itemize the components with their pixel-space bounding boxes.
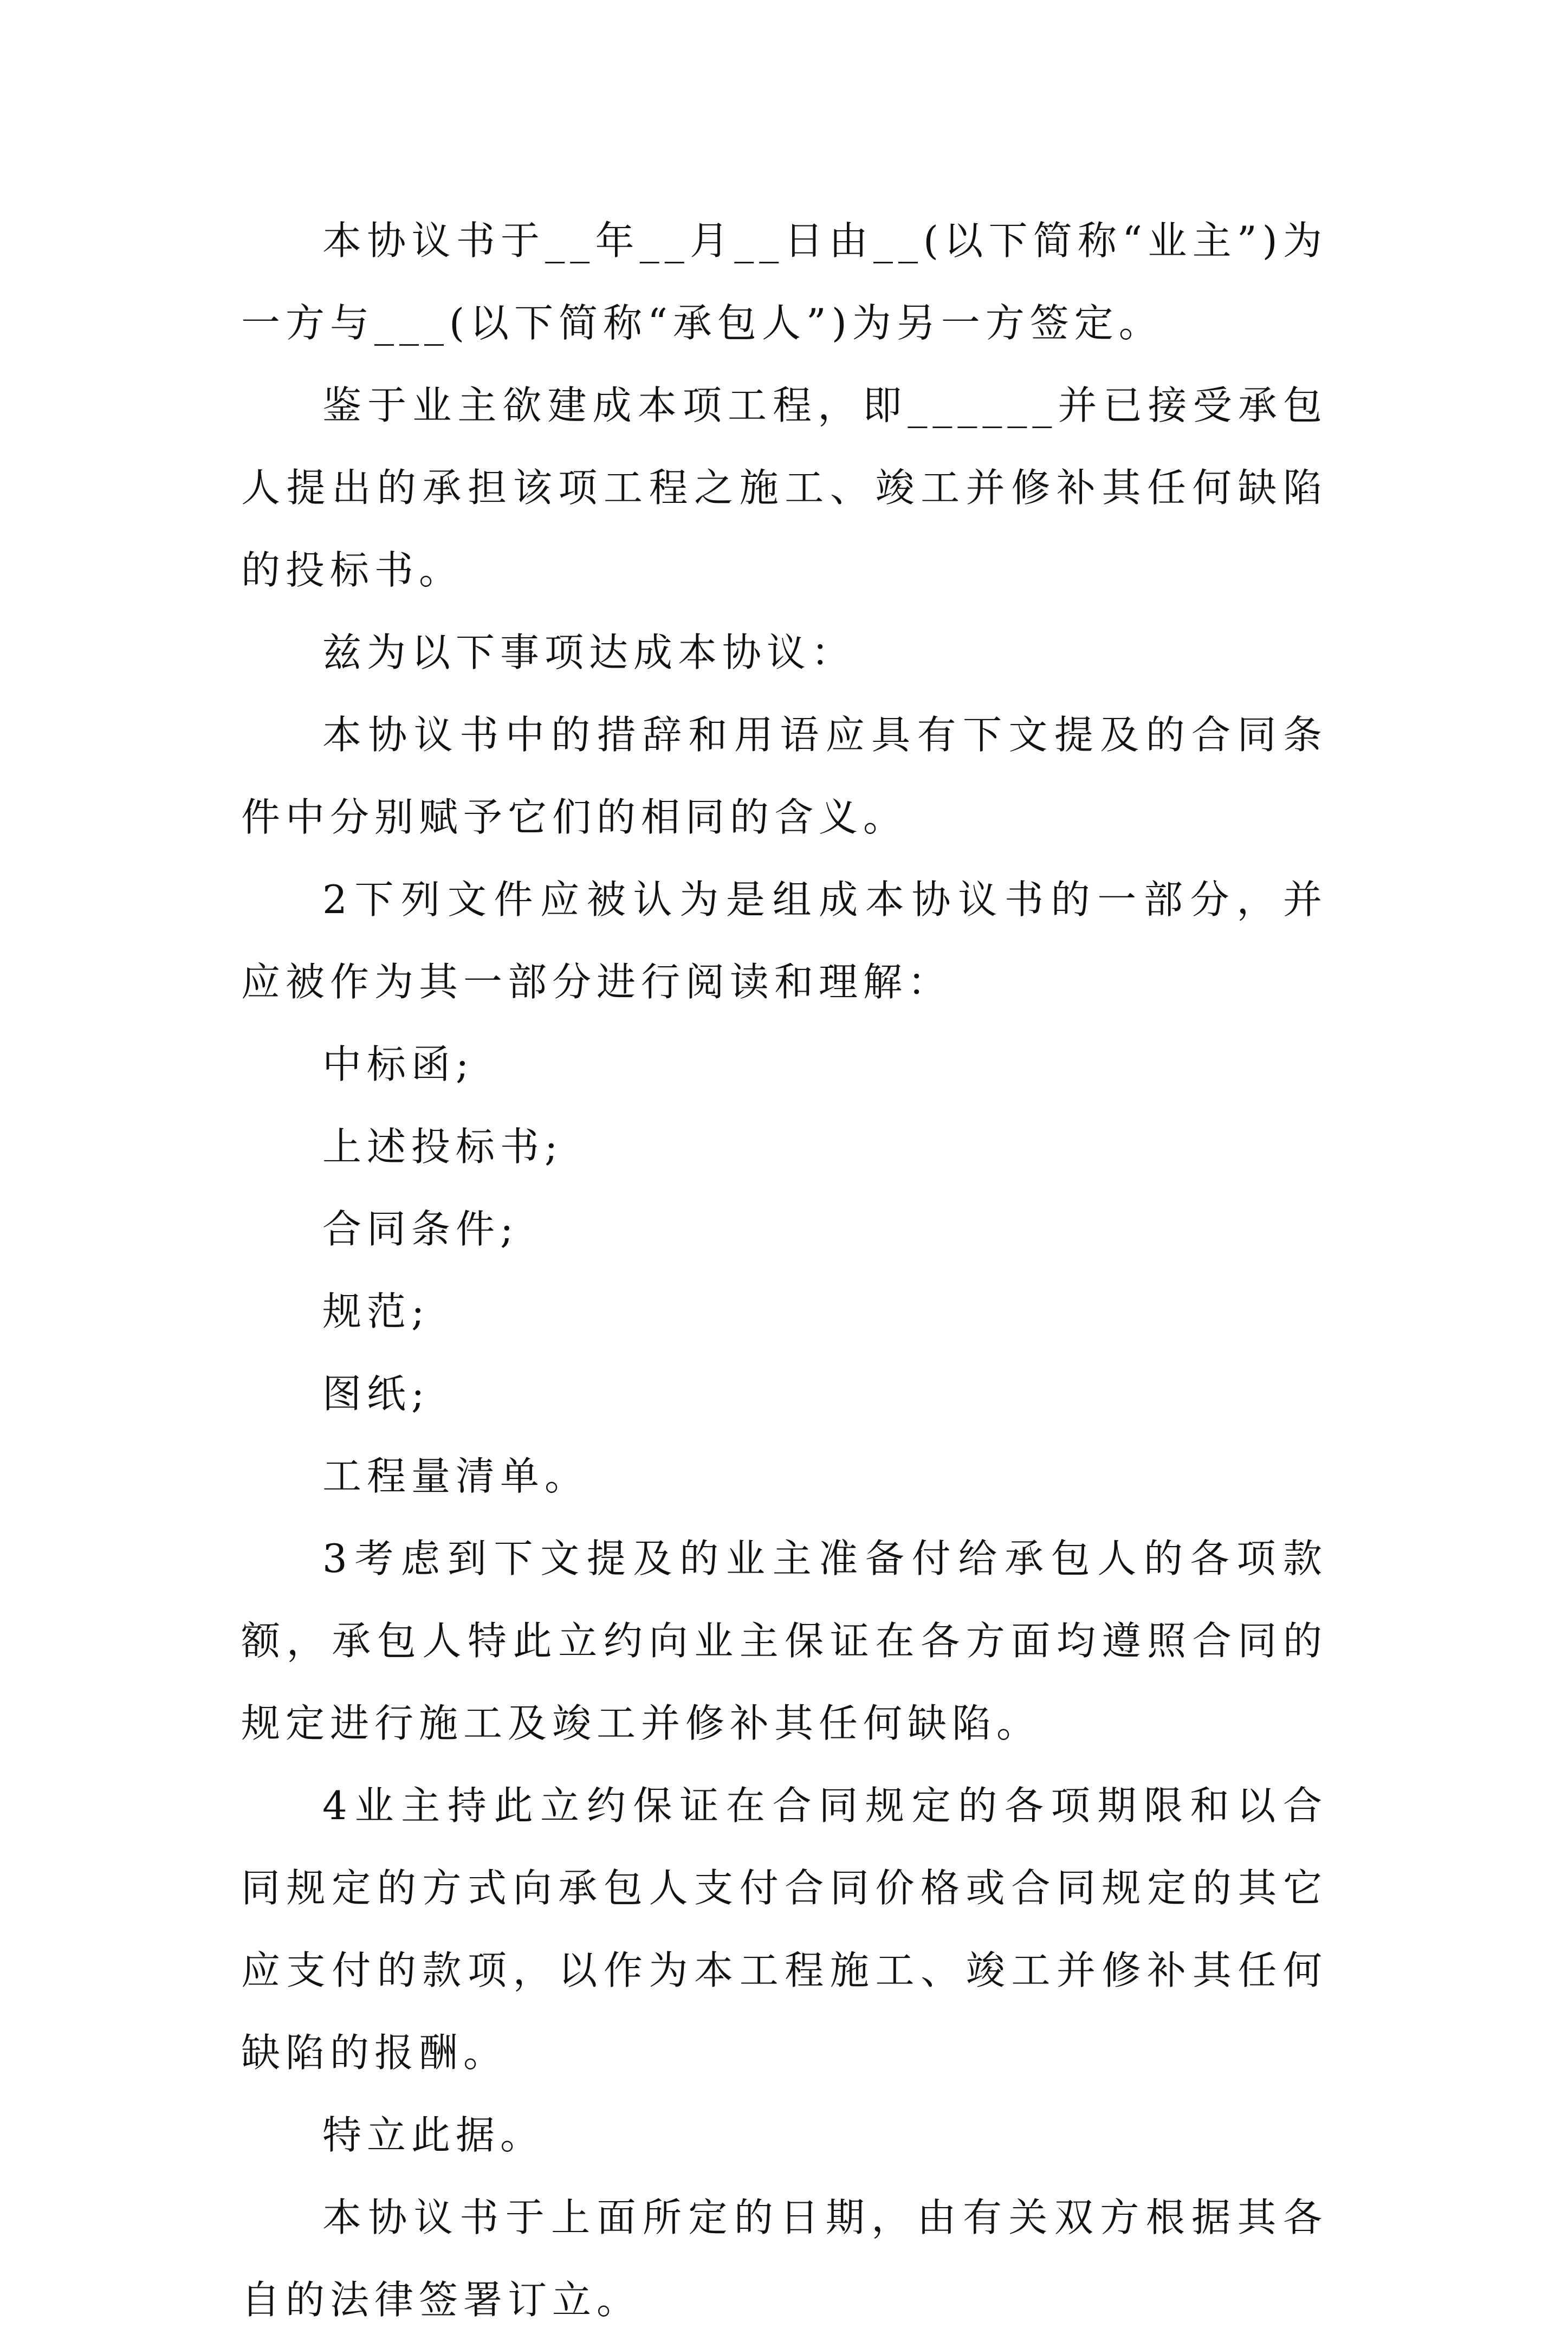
paragraph-signature-statement: 本协议书于上面所定的日期，由有关双方根据其各自的法律签署订立。: [241, 2195, 1327, 2323]
list-item: 工程量清单。: [322, 1453, 589, 1499]
paragraph-clause-2: 2下列文件应被认为是组成本协议书的一部分，并应被作为其一部分进行阅读和理解：: [241, 877, 1327, 1005]
paragraph-whereas: 鉴于业主欲建成本项工程，即______并已接受承包人提出的承担该项工程之施工、竣工并修补其任何缺陷的投标书。: [241, 383, 1327, 593]
list-item: 规范;: [322, 1289, 430, 1334]
paragraph-in-witness: 特立此据。: [322, 2112, 545, 2158]
paragraph-clause-3: 3考虑到下文提及的业主准备付给承包人的各项款额，承包人特此立约向业主保证在各方面均遵照合同的规定进行施工及竣工并修补其任何缺陷。: [241, 1536, 1327, 1746]
paragraph-clause-4: 4业主持此立约保证在合同规定的各项期限和以合同规定的方式向承包人支付合同价格或合同规定的其它应支付的款项，以作为本工程施工、竣工并修补其任何缺陷的报酬。: [241, 1783, 1327, 2075]
document-page: [241, 199, 1327, 2341]
list-item: 合同条件;: [322, 1206, 519, 1252]
list-item: 上述投标书;: [322, 1124, 563, 1169]
list-item: 图纸;: [322, 1371, 430, 1417]
paragraph-agreement-intro: 兹为以下事项达成本协议：: [322, 630, 856, 675]
paragraph-clause-1: 本协议书中的措辞和用语应具有下文提及的合同条件中分别赋予它们的相同的含义。: [241, 712, 1327, 840]
list-item: 中标函;: [322, 1042, 475, 1087]
paragraph-parties: 本协议书于__年__月__日由__(以下简称“业主”)为一方与___(以下简称“承包人”)为另一方签定。: [241, 218, 1327, 346]
